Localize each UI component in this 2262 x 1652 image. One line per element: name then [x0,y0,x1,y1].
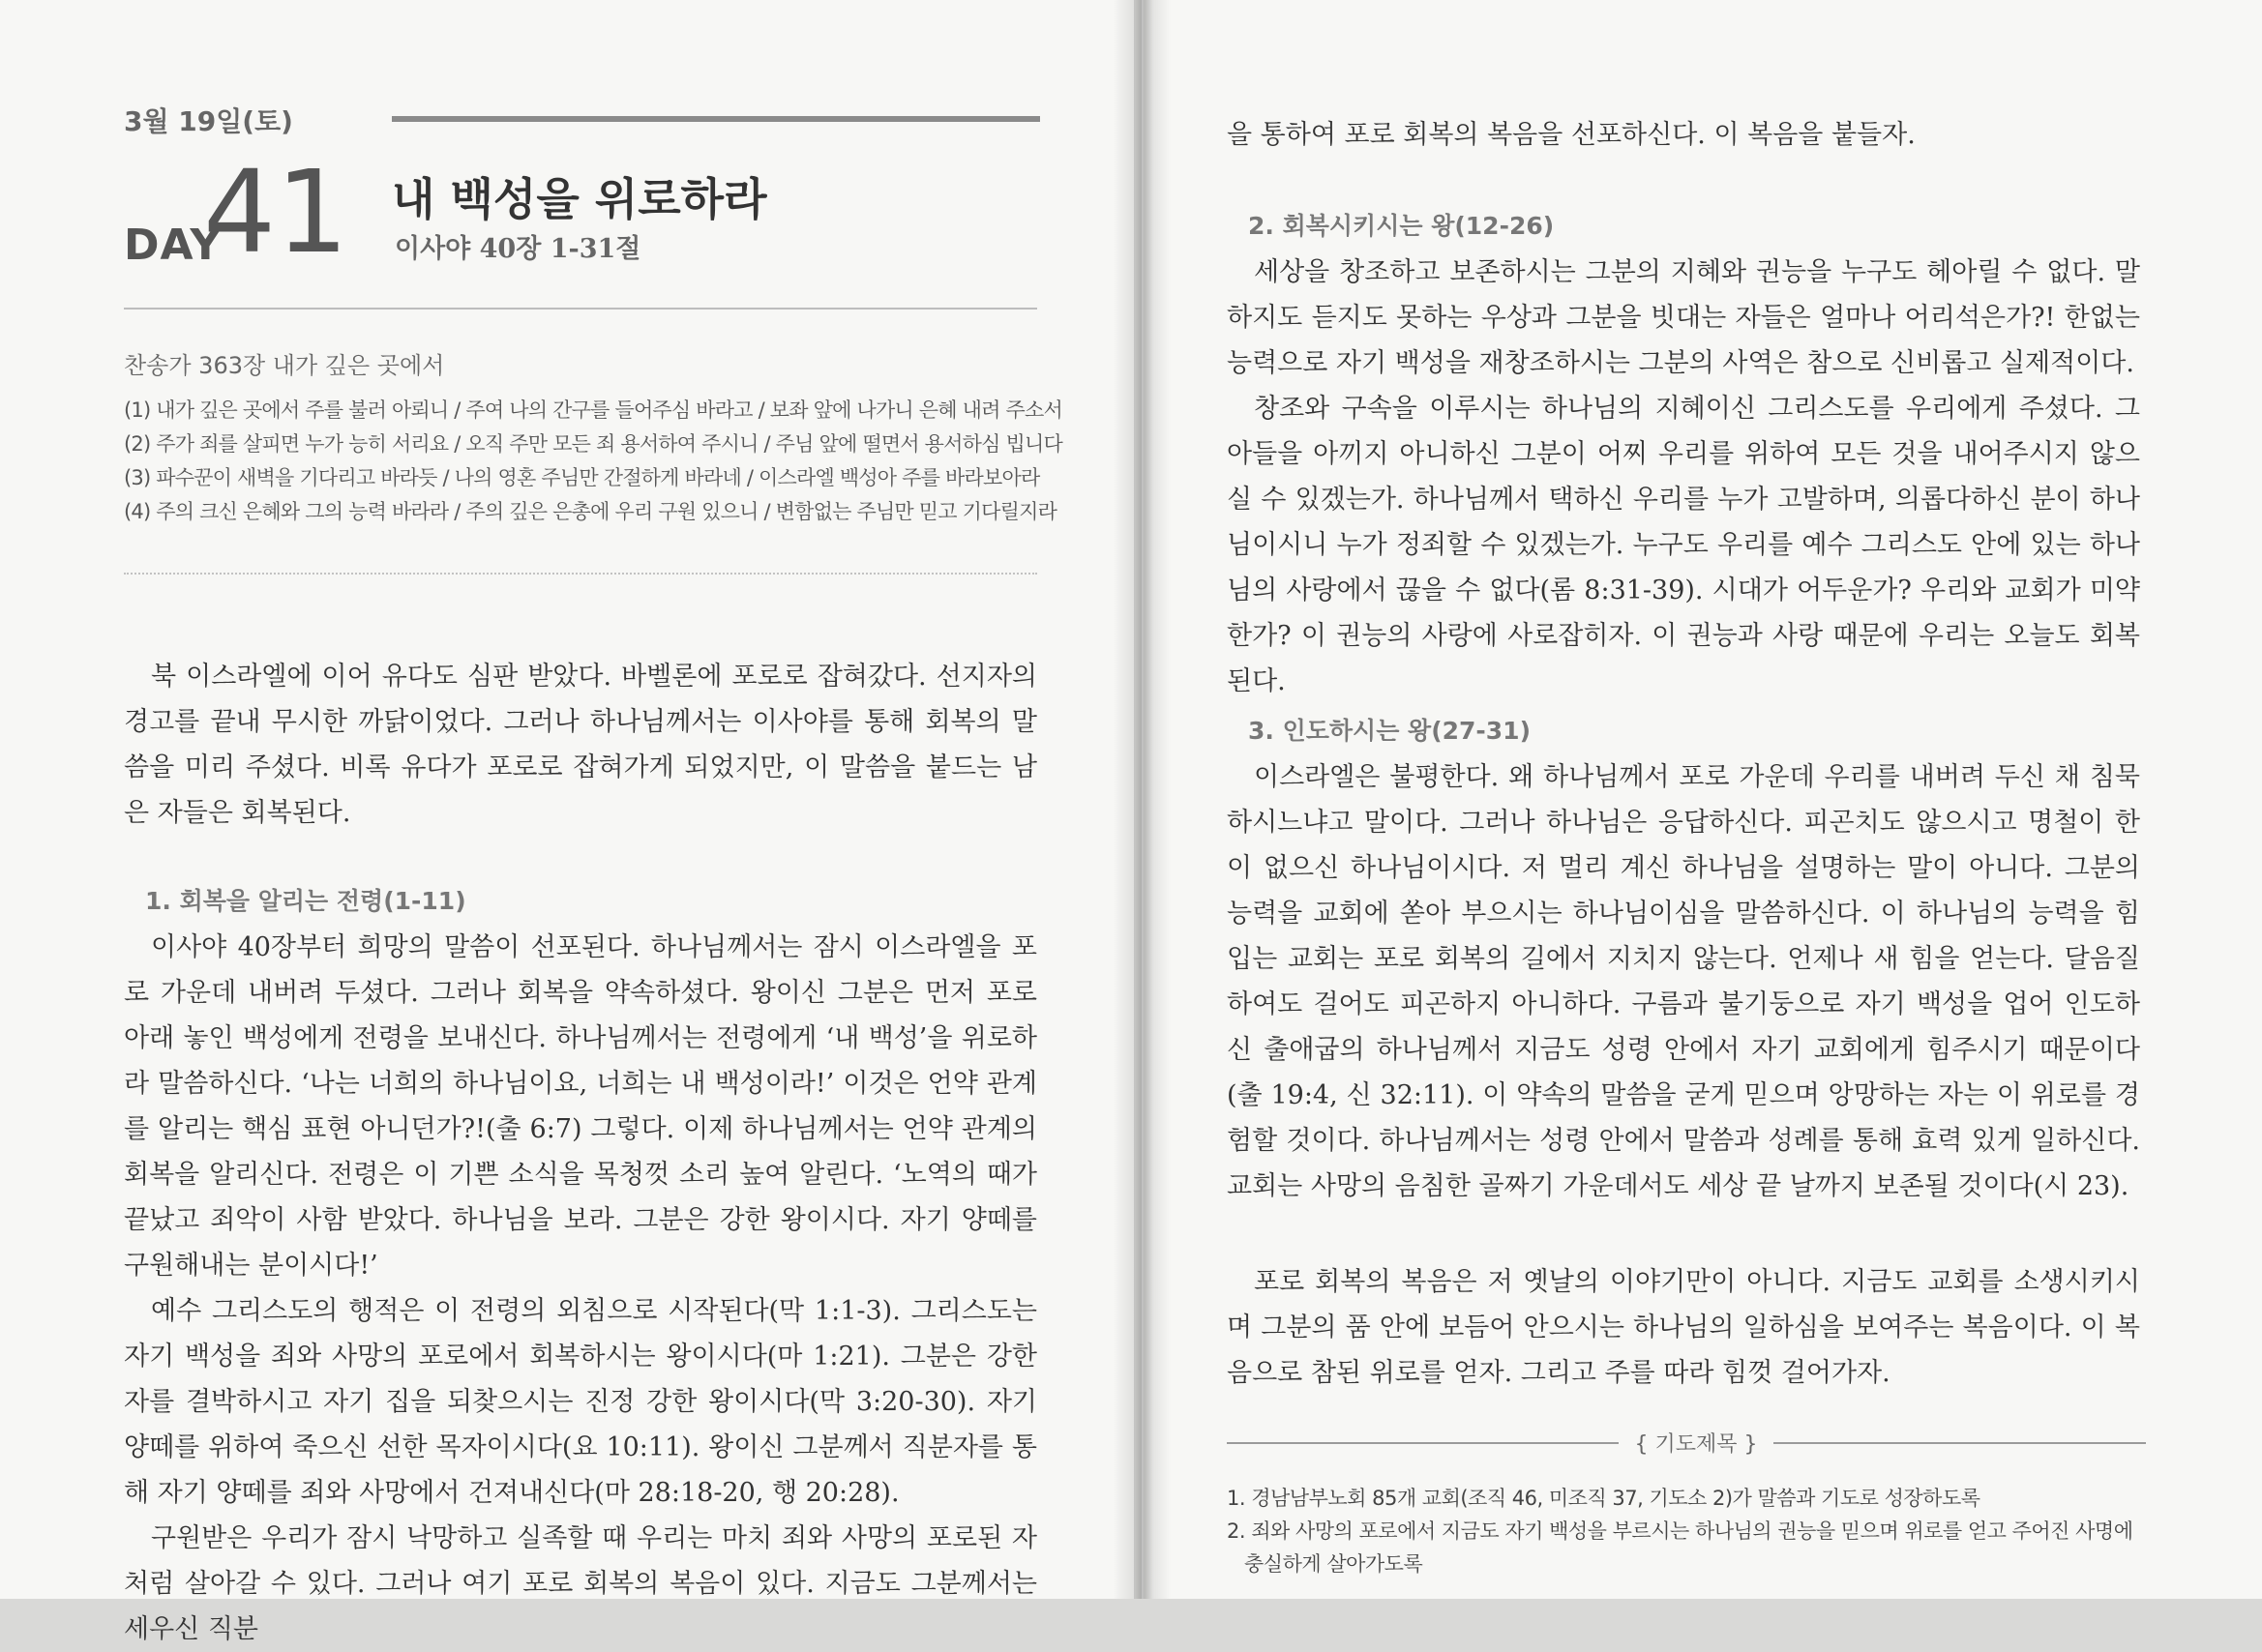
divider [124,308,1037,310]
hymn-block [124,346,1062,529]
body-paragraph: 구원받은 우리가 잠시 낙망하고 실족할 때 우리는 마치 죄와 사망의 포로된 자처럼 살아갈 수 있다. 그러나 여기 포로 회복의 복음이 있다. 지금도 그분께서는 세우신 직분 [124,1523,1037,1644]
continuation-line: 을 통하여 포로 회복의 복음을 선포하신다. 이 복음을 붙들자. [1227,120,1916,150]
conclusion-paragraph: 포로 회복의 복음은 저 옛날의 이야기만이 아니다. 지금도 교회를 소생시키시며 그분의 품 안에 보듬어 안으시는 하나님의 일하심을 보여주는 복음이다. 이 복음으로 참된 위로를 얻자. 그리고 주를 따라 힘껏 걸어가자. [1227,1267,2140,1388]
prayer-item: 1. 경남남부노회 85개 교회(조직 46, 미조직 37, 기도소 2)가 말씀과 기도로 성장하도록 [1227,1487,1980,1510]
day-label: DAY [124,221,223,270]
section-heading: 1. 회복을 알리는 전령(1-11) [145,887,466,915]
section-1 [124,882,1037,1652]
body-paragraph: 이스라엘은 불평한다. 왜 하나님께서 포로 가운데 우리를 내버려 두신 채 침묵하시느냐고 말이다. 그러나 하나님은 응답하신다. 피곤치도 않으시고 명철이 한이 없으신 하나님이시다. 저 멀리 계신 하나님을 설명하는 말이 아니다. 그분의 능력을 교회에 쏟아 부으시는 하나님이심을 말씀하신다. 이 하나님의 능력을 힘입는 교회는 포로 회복의 길에서 지치지 않는다. 언제나 새 힘을 얻는다. 달음질하여도 걸어도 피곤하지 아니하다. 구름과 불기둥으로 자기 백성을 업어 인도하신 출애굽의 하나님께서 지금도 성령 안에서 자기 교회에게 힘주시기 때문이다(출 19:4, 신 32:11). 이 약속의 말씀을 굳게 믿으며 앙망하는 자는 이 위로를 경험할 것이다. 하나님께서는 성령 안에서 말씀과 성례를 통해 효력 있게 일하신다. 교회는 사망의 음침한 골짜기 가운데서도 세상 끝 날까지 보존될 것이다(시 23). [1227,762,2140,1201]
body-paragraph: 창조와 구속을 이루시는 하나님의 지혜이신 그리스도를 우리에게 주셨다. 그 아들을 아끼지 아니하신 그분이 어찌 우리를 위하여 모든 것을 내어주시지 않으실 수 있겠는가. 하나님께서 택하신 우리를 누가 고발하며, 의롭다하신 분이 하나님이시니 누가 정죄할 수 있겠는가. 누구도 우리를 예수 그리스도 안에 있는 하나님의 사랑에서 끊을 수 없다(롬 8:31-39). 시대가 어두운가? 우리와 교회가 미약한가? 이 권능의 사랑에 사로잡히자. 이 권능과 사랑 때문에 우리는 오늘도 회복된다. [1227,394,2140,696]
devotion-title: 내 백성을 위로하라 [392,173,767,225]
scripture-passage: 이사야 40장 1-31절 [395,234,641,264]
hymn-verse: (4) 주의 크신 은혜와 그의 능력 바라라 / 주의 깊은 은총에 우리 구원 있으니 / 변함없는 주님만 믿고 기다릴지라 [124,500,1057,523]
day-number: 41 [203,145,349,279]
conclusion-block [1227,1259,2140,1396]
continuation-block [1227,112,2140,158]
body-paragraph: 예수 그리스도의 행적은 이 전령의 외침으로 시작된다(막 1:1-3). 그리스도는 자기 백성을 죄와 사망의 포로에서 회복하시는 왕이시다(마 1:21). 그분은 강한 자를 결박하시고 자기 집을 되찾으시는 진정 강한 왕이시다(막 3:20-30). 자기 양떼를 위하여 죽으신 선한 목자이시다(요 10:11). 왕이신 그분께서 직분자를 통해 자기 양떼를 죄와 사망에서 건져내신다(마 28:18-20, 행 20:28). [124,1296,1037,1508]
prayer-item: 2. 죄와 사망의 포로에서 지금도 자기 백성을 부르시는 하나님의 권능을 믿으며 위로를 얻고 주어진 사명에 [1227,1519,2133,1543]
prayer-list [1227,1482,2156,1580]
section-heading: 3. 인도하시는 왕(27-31) [1248,717,1532,745]
left-page [0,0,1134,1644]
header-rule [392,116,1040,122]
section-2 [1227,207,2140,704]
prayer-heading [1227,1428,2146,1457]
section-3 [1227,712,2140,1209]
body-paragraph: 세상을 창조하고 보존하시는 그분의 지혜와 권능을 누구도 헤아릴 수 없다. 말하지도 듣지도 못하는 우상과 그분을 빗대는 자들은 얼마나 어리석은가?! 한없는 능력으로 자기 백성을 재창조하시는 그분의 사역은 참으로 신비롭고 실제적이다. [1227,257,2140,378]
date-label: 3월 19일(토) [124,105,293,137]
hymn-verse: (3) 파수꾼이 새벽을 기다리고 바라듯 / 나의 영혼 주님만 간절하게 바라네 / 이스라엘 백성아 주를 바라보아라 [124,466,1040,489]
prayer-rule-right [1773,1442,2146,1444]
hymn-title: 찬송가 363장 내가 깊은 곳에서 [124,352,445,379]
hymn-verse: (2) 주가 죄를 살피면 누가 능히 서리요 / 오직 주만 모든 죄 용서하여 주시니 / 주님 앞에 떨면서 용서하심 빕니다 [124,432,1062,456]
prayer-item: 충실하게 살아가도록 [1244,1552,1423,1576]
section-heading: 2. 회복시키시는 왕(12-26) [1248,212,1555,240]
dotted-divider [124,573,1037,575]
hymn-verse: (1) 내가 깊은 곳에서 주를 불러 아뢰니 / 주여 나의 간구를 들어주심 바라고 / 보좌 앞에 나가니 은혜 내려 주소서 [124,398,1062,422]
intro-block [124,654,1037,836]
intro-paragraph: 북 이스라엘에 이어 유다도 심판 받았다. 바벨론에 포로로 잡혀갔다. 선지자의 경고를 끝내 무시한 까닭이었다. 그러나 하나님께서는 이사야를 통해 회복의 말씀을 미리 주셨다. 비록 유다가 포로로 잡혀가게 되었지만, 이 말씀을 붙드는 남은 자들은 회복된다. [124,662,1037,828]
body-paragraph: 이사야 40장부터 희망의 말씀이 선포된다. 하나님께서는 잠시 이스라엘을 포로 가운데 내버려 두셨다. 그러나 회복을 약속하셨다. 왕이신 그분은 먼저 포로 아래 놓인 백성에게 전령을 보내신다. 하나님께서는 전령에게 ‘내 백성’을 위로하라 말씀하신다. ‘나는 너희의 하나님이요, 너희는 내 백성이라!’ 이것은 언약 관계를 알리는 핵심 표현 아니던가?!(출 6:7) 그렇다. 이제 하나님께서는 언약 관계의 회복을 알리신다. 전령은 이 기쁜 소식을 목청껏 소리 높여 알린다. ‘노역의 때가 끝났고 죄악이 사함 받았다. 하나님을 보라. 그분은 강한 왕이시다. 자기 양떼를 구원해내는 분이시다!’ [124,932,1037,1281]
prayer-rule-left [1227,1442,1619,1444]
book-gutter [1113,0,1171,1599]
prayer-heading-label: { 기도제목 } [1634,1432,1758,1457]
